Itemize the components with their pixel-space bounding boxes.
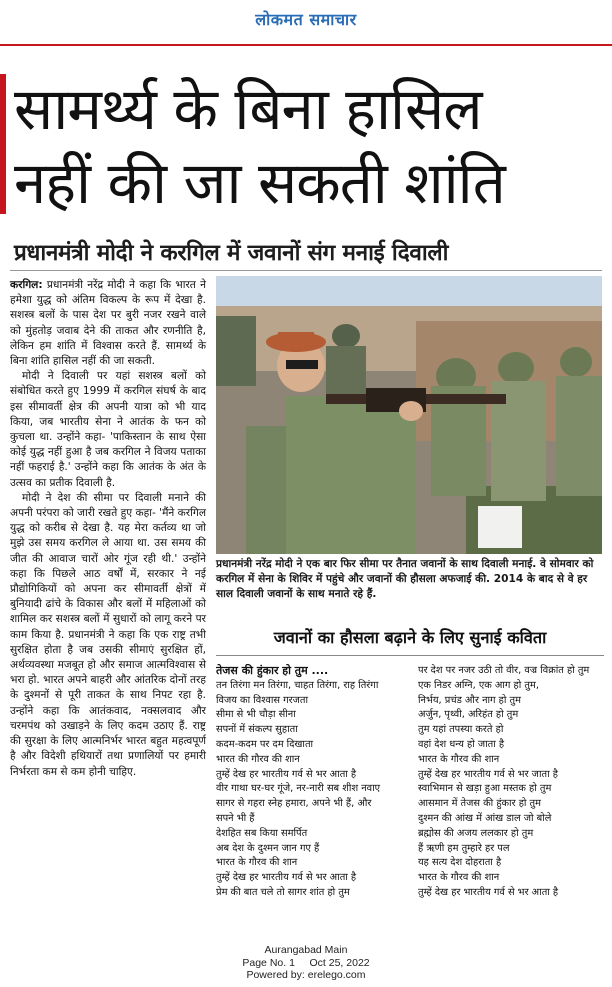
news-photo: [216, 276, 602, 554]
poem-line: प्रेम की बात चले तो सागर शांत हो तुम: [216, 886, 350, 898]
poem-line: सीमा से भी चौड़ा सीना: [216, 709, 296, 721]
footer-page-info: Page No. 1 Oct 25, 2022: [242, 956, 370, 969]
poem-line: अब देश के दुश्मन जान गए हैं: [216, 842, 320, 854]
poem-line: अर्जुन, पृथ्वी, अरिहंत हो तुम: [418, 709, 519, 721]
poem-line: तुम यहां तपस्या करते हो: [418, 724, 504, 736]
poem-line: भारत के गौरव की शान: [418, 872, 500, 884]
headline-accent-bar: [0, 74, 6, 214]
poem-rule: [216, 655, 604, 656]
poem-line: तुम्हें देख हर भारतीय गर्व से भर जाता है: [418, 768, 558, 780]
poem-line: पर देश पर नजर उठी तो वीर, वज्र विक्रांत हो तुम: [418, 665, 590, 676]
photo-illustration: [216, 276, 602, 554]
paragraph-text: प्रधानमंत्री नरेंद्र मोदी ने कहा कि भारत ने हमेशा युद्ध को अंतिम विकल्प के रूप में देखा है. सशस्त्र बलों के पास देश पर बुरी नजर रखने वाले को मुंहतोड़ जवाब देने की ताकत और रणनीति है, लेकिन हम शांति में विश्वास करते हैं. सामर्थ्य के बिना शांति हासिल नहीं की जा सकती.: [10, 279, 207, 368]
article-paragraph-2: मोदी ने दिवाली पर यहां सशस्त्र बलों को संबोधित करते हुए 1999 में करगिल संघर्ष के बाद इस सीमावर्ती क्षेत्र की अपनी यात्रा को भी याद किया, जब भारतीय सेना ने आतंक के फन को कुचला था. उन्होंने कहा- 'पाकिस्तान के साथ ऐसा कोई युद्ध नहीं हुआ है जब करगिल ने विजय पताका नहीं फहराई है.' उन्होंने कहा कि आतंक के अंत के उत्सव का प्रतीक दिवाली है.: [10, 370, 206, 489]
poem-line: कदम-कदम पर दम दिखाता: [216, 738, 314, 750]
poem-line: एक निडर अग्नि, एक आग हो तुम,: [418, 679, 539, 691]
poem-line: तुम्हें देख हर भारतीय गर्व से भर आता है: [418, 886, 559, 898]
poem-line: यह सत्य देश दोहराता है: [418, 857, 502, 869]
poem-line: सागर से गहरा स्नेह हमारा, अपने भी हैं, और: [216, 798, 372, 810]
subheadline: प्रधानमंत्री मोदी ने करगिल में जवानों संग मनाई दिवाली: [14, 240, 449, 266]
article-paragraph-1: [10, 278, 206, 369]
poem-line: वीर गाथा घर-घर गूंजे, नर-नारी सब शीश नवाए: [216, 783, 381, 795]
poem-line: भारत के गौरव की शान: [216, 857, 298, 869]
poem-line: दुश्मन की आंख में आंख डाल जो बोले: [418, 812, 552, 824]
masthead-logo: लोकमत समाचार: [255, 10, 357, 29]
poem-line: भारत के गौरव की शान: [418, 753, 500, 765]
headline-line-2: नहीं की जा सकती शांति: [14, 149, 505, 217]
poem-line: तुम्हें देख हर भारतीय गर्व से भर आता है: [216, 768, 357, 780]
page-footer: [0, 944, 612, 982]
poem-column-2: [418, 664, 604, 901]
dateline: करगिल:: [10, 279, 43, 291]
poem-line: हैं ऋणी हम तुम्हारे हर पल: [418, 842, 510, 854]
poem-line: ब्रह्मोस की अजय ललकार हो तुम: [418, 827, 534, 839]
poem-line: भारत की गौरव की शान: [216, 753, 300, 765]
masthead-rule: [0, 44, 612, 46]
footer-powered-by: Powered by: erelego.com: [246, 969, 366, 981]
photo-caption: प्रधानमंत्री नरेंद्र मोदी ने एक बार फिर सीमा पर तैनात जवानों के साथ दिवाली मनाई. वे सोमवार को करगिल में सेना के शिविर में पहुंचे और जवानों की हौसला अफजाई की. 2014 के बाद से वे हर साल दिवाली जवानों के साथ मनाते रहे हैं.: [216, 558, 594, 600]
poem-line: सपनों में संकल्प सुहाता: [216, 724, 298, 736]
subheadline-rule: [10, 270, 602, 271]
poem-column-1: [216, 664, 402, 901]
footer-edition: Aurangabad Main: [264, 944, 348, 956]
poem-heading: जवानों का हौसला बढ़ाने के लिए सुनाई कविता: [273, 628, 547, 647]
poem-line: तन तिरंगा मन तिरंगा, चाहत तिरंगा, राह तिरंगा: [216, 679, 379, 691]
poem-line: निर्भय, प्रचंड और नाग हो तुम: [418, 694, 521, 706]
poem-line: आसमान में तेजस की हुंकार हो तुम: [418, 798, 542, 810]
poem-line: देशहित सब किया समर्पित: [216, 827, 308, 839]
poem-line: सपने भी हैं: [216, 812, 255, 824]
article-paragraph-3: मोदी ने देश की सीमा पर दिवाली मनाने की अपनी परंपरा को जारी रखते हुए कहा- 'मैंने करगिल युद्ध को करीब से देखा है. यह मेरा कर्तव्य था जो मुझे उस समय करगिल ले आया था. उस समय की जीत की आवाज चारों ओर गूंज रही थी.' उन्होंने कहा कि पिछले आठ वर्षों में, सरकार ने नई प्रौद्योगिकियों को अपना कर सीमावर्ती क्षेत्रों में बुनियादी ढांचे के विकास और बलों में महिलाओं को शामिल कर सशस्त्र बलों में सुधारों को लागू करने पर काम किया है. प्रधानमंत्री ने कहा कि एक राष्ट्र तभी सुरक्षित होता है जब उसकी सीमाएं सुरक्षित हों, अर्थव्यवस्था मजबूत हो और समाज आत्मविश्वास से भरा हो. भारत अपने बाहरी और आंतरिक दोनों तरह के दुश्मनों से पूरी ताकत के साथ निपट रहा है. उन्होंने कहा कि आतंकवाद, नक्सलवाद और चरमपंथ को उखाड़ने के लिए कदम उठाए हैं. राष्ट्र की सुरक्षा के लिए आत्मनिर्भर भारत बहुत महत्वपूर्ण है और विदेशी हथियारों तथा प्रणालियों पर हमारी निर्भरता कम से कम होनी चाहिए.: [10, 491, 207, 778]
headline-line-1: सामर्थ्य के बिना हासिल: [14, 75, 482, 143]
article-body: [10, 278, 206, 780]
poem-line: तुम्हें देख हर भारतीय गर्व से भर आता है: [216, 872, 357, 884]
headline: [14, 72, 606, 220]
poem-line: स्वाभिमान से खड़ा हुआ मस्तक हो तुम: [418, 783, 552, 795]
poem-line: वहां देश धन्य हो जाता है: [418, 738, 505, 750]
poem-title: तेजस की हुंकार हो तुम ....: [216, 664, 329, 677]
poem-line: विजय का विश्वास गरजता: [216, 694, 309, 706]
